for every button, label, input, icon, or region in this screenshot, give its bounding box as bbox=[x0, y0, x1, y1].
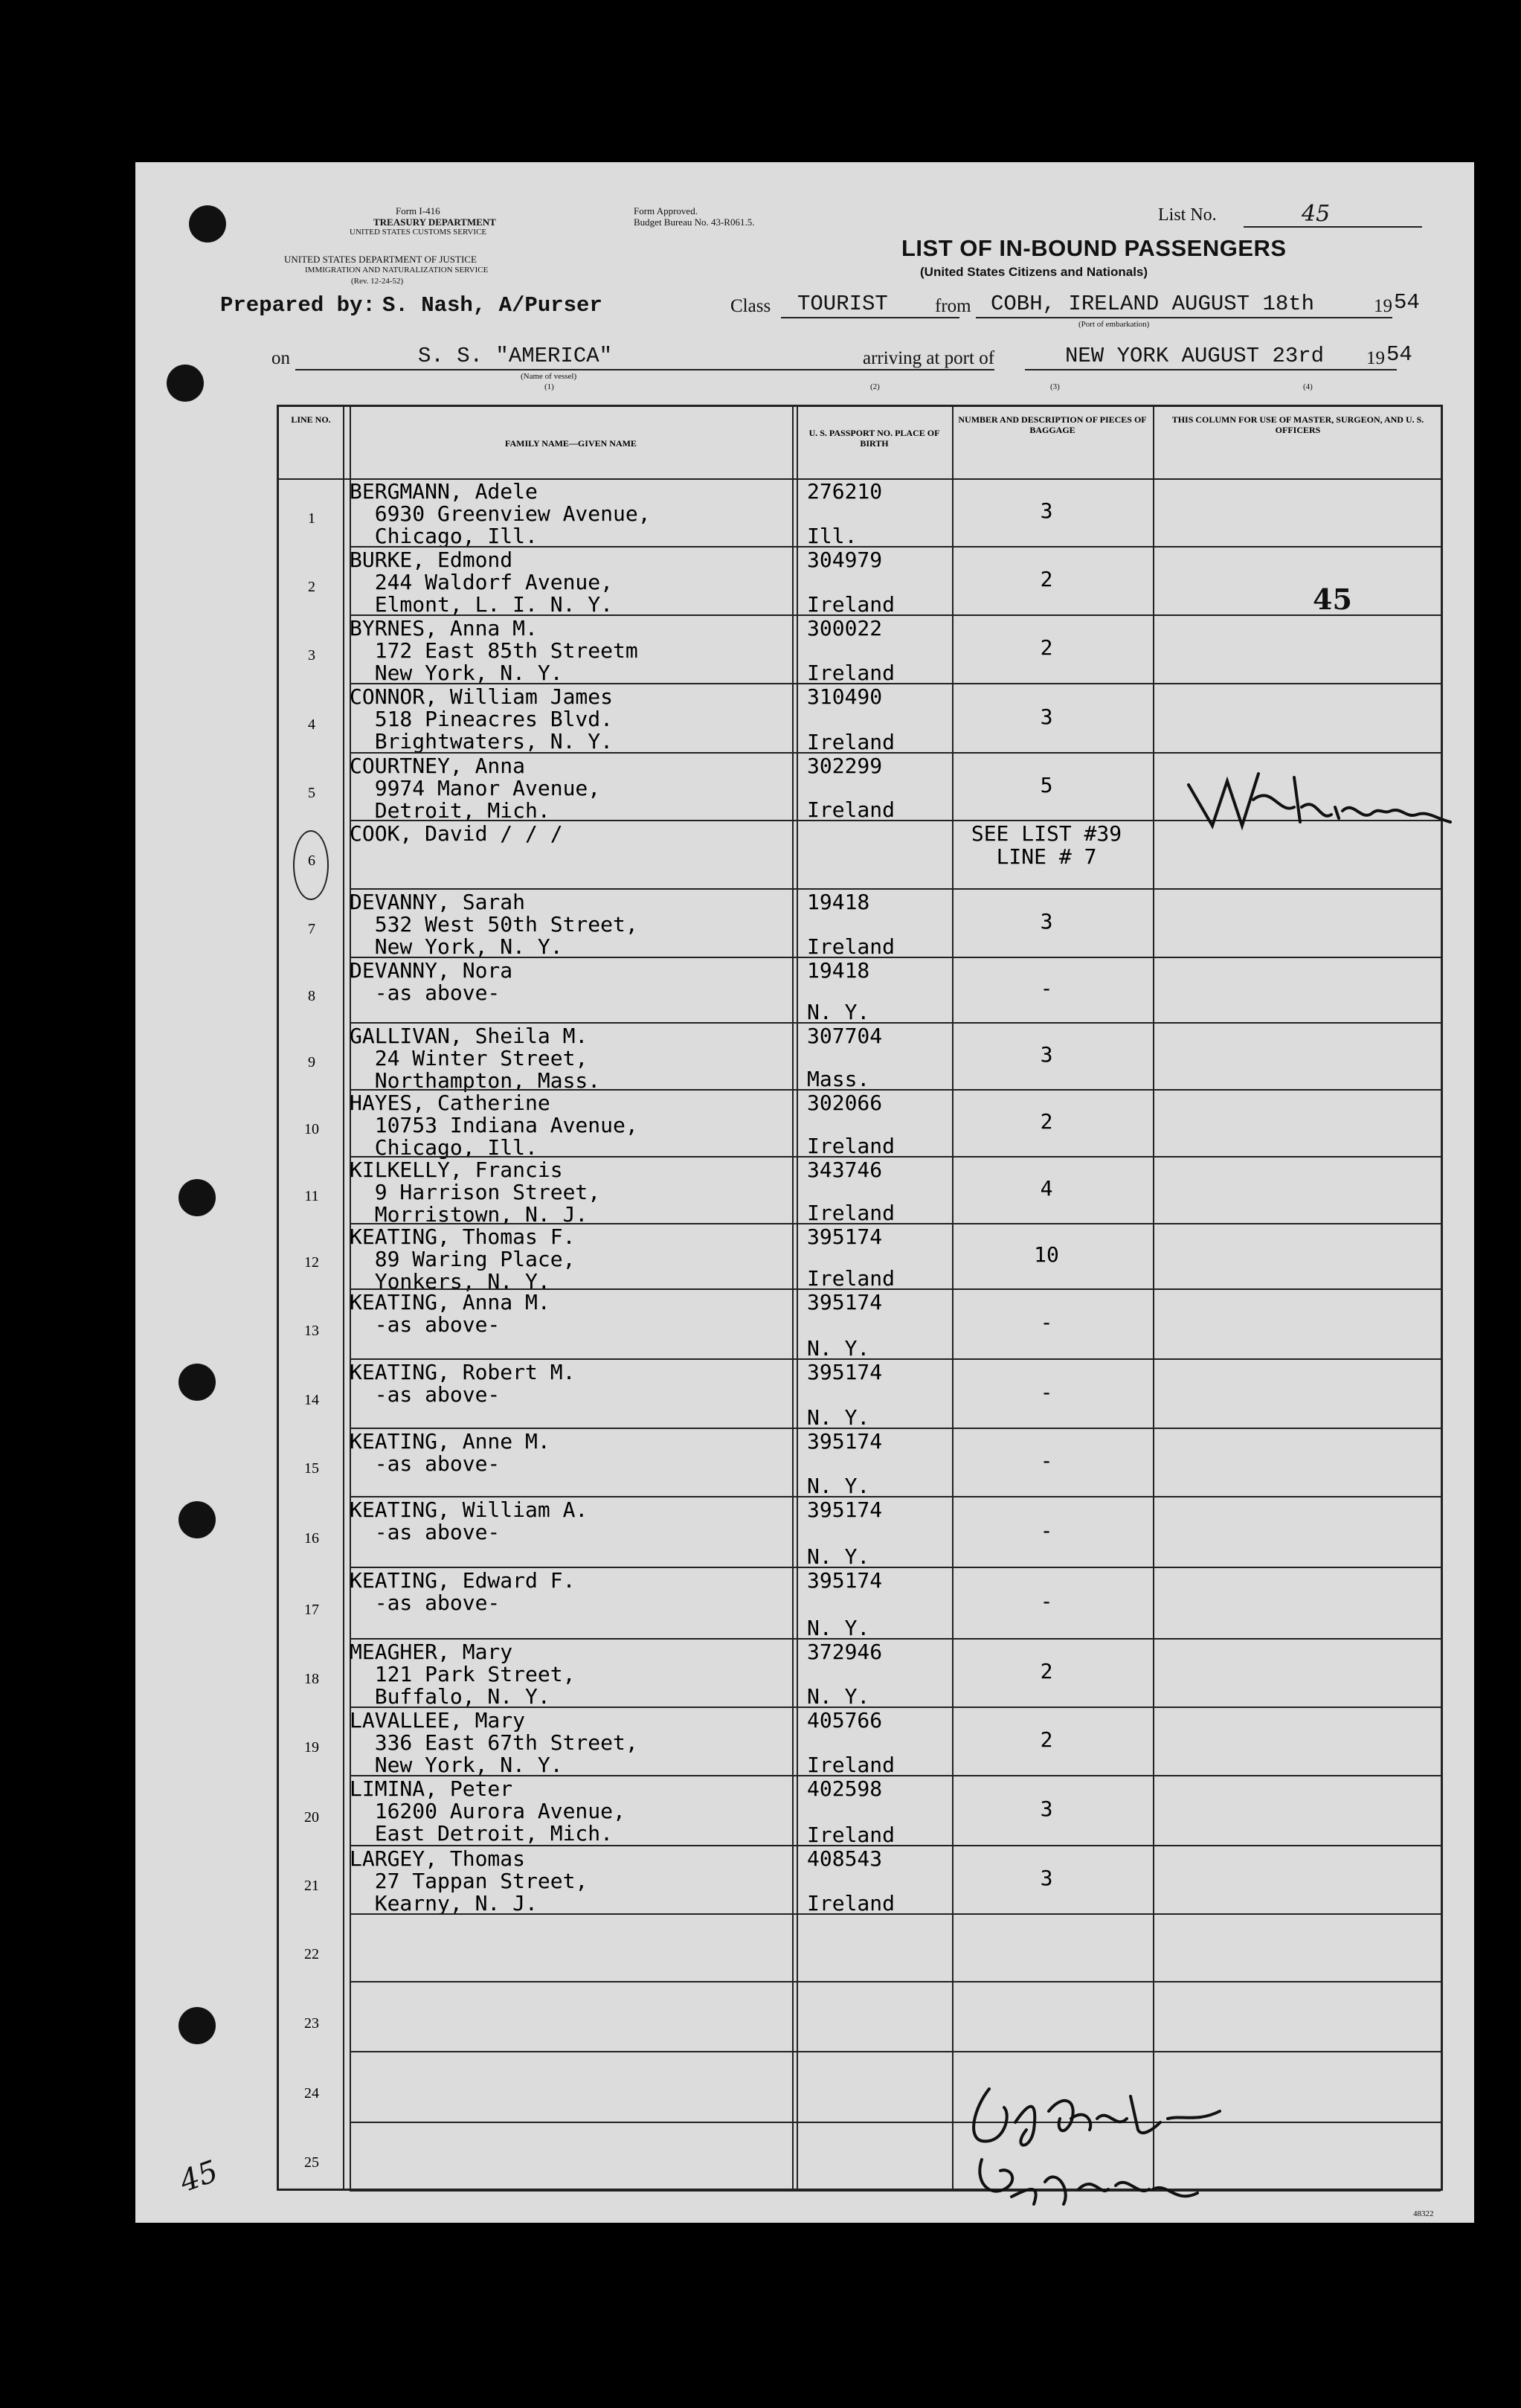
passenger-address-line: 121 Park Street, bbox=[350, 1662, 576, 1686]
line-number: 18 bbox=[304, 1671, 319, 1688]
baggage-count: 3 bbox=[1040, 704, 1053, 729]
passport-number: 19418 bbox=[807, 958, 870, 983]
passenger-address-line: 172 East 85th Streetm bbox=[350, 638, 638, 663]
officers-col-number: (4) bbox=[1303, 382, 1313, 391]
arriving-label: arriving at port of bbox=[863, 348, 995, 368]
line-number: 19 bbox=[304, 1739, 319, 1756]
passenger-address-line: 244 Waldorf Avenue, bbox=[350, 570, 614, 594]
passenger-name: KEATING, Robert M. bbox=[350, 1360, 576, 1384]
passport-number: 302066 bbox=[807, 1091, 883, 1115]
place-of-birth: Ireland bbox=[807, 592, 895, 617]
passenger-address-line: Chicago, Ill. bbox=[350, 524, 538, 548]
table-row bbox=[279, 2052, 1441, 2122]
baggage-count: 2 bbox=[1040, 1109, 1053, 1134]
passport-number: 300022 bbox=[807, 616, 883, 640]
table-row bbox=[279, 1023, 1441, 1093]
arrival-year: 54 bbox=[1386, 342, 1412, 367]
line-number: 1 bbox=[308, 510, 315, 527]
prepared-by-value: S. Nash, A/Purser bbox=[382, 293, 602, 318]
treasury-department: TREASURY DEPARTMENT bbox=[373, 216, 496, 228]
officers-header: THIS COLUMN FOR USE OF MASTER, SURGEON, AND U. S. OFFICERS bbox=[1171, 414, 1424, 435]
place-of-birth: Ireland bbox=[807, 1134, 895, 1158]
passenger-address-line: -as above- bbox=[350, 1520, 501, 1544]
passenger-name: BERGMANN, Adele bbox=[350, 479, 538, 504]
line-number: 16 bbox=[304, 1530, 319, 1547]
passenger-name: KEATING, Anne M. bbox=[350, 1429, 550, 1454]
from-line bbox=[976, 317, 1392, 318]
passenger-address-line: New York, N. Y. bbox=[350, 1753, 563, 1777]
table-row bbox=[279, 1567, 1441, 1639]
on-label: on bbox=[271, 348, 290, 368]
passenger-address-line: -as above- bbox=[350, 1382, 501, 1407]
passport-number: 395174 bbox=[807, 1224, 883, 1249]
vessel-col-number: (1) bbox=[544, 382, 554, 391]
table-row bbox=[279, 1914, 1441, 1982]
passenger-address-line: 6930 Greenview Avenue, bbox=[350, 501, 651, 526]
line-number: 9 bbox=[308, 1054, 315, 1071]
table-row bbox=[279, 2122, 1441, 2191]
table-row bbox=[279, 1090, 1441, 1160]
line-number: 8 bbox=[308, 987, 315, 1004]
class-value: TOURIST bbox=[797, 292, 888, 316]
punch-hole bbox=[179, 1501, 216, 1538]
baggage-count: - bbox=[1040, 1380, 1053, 1404]
passenger-name: COOK, David / / / bbox=[350, 821, 563, 846]
vessel-label: (Name of vessel) bbox=[521, 372, 577, 381]
walkinson-signature bbox=[1183, 755, 1458, 837]
table-row bbox=[279, 1982, 1441, 2052]
passenger-address-line: -as above- bbox=[350, 1590, 501, 1615]
passport-number: 307704 bbox=[807, 1024, 883, 1048]
passport-number: 395174 bbox=[807, 1497, 883, 1522]
line-number: 17 bbox=[304, 1601, 319, 1618]
passenger-address-line: Yonkers, N. Y. bbox=[350, 1269, 550, 1294]
place-of-birth: N. Y. bbox=[807, 1336, 870, 1361]
passenger-address-line: -as above- bbox=[350, 1312, 501, 1337]
place-of-birth: Ireland bbox=[807, 1201, 895, 1225]
baggage-count: SEE LIST #39 LINE # 7 bbox=[971, 821, 1122, 869]
class-line bbox=[781, 317, 959, 318]
from-value: COBH, IRELAND AUGUST 18th bbox=[991, 292, 1315, 316]
form-number: Form I-416 bbox=[396, 205, 440, 216]
passenger-address-line: East Detroit, Mich. bbox=[350, 1821, 614, 1846]
place-of-birth: N. Y. bbox=[807, 1684, 870, 1709]
place-of-birth: Ireland bbox=[807, 1753, 895, 1777]
place-of-birth: Ireland bbox=[807, 1266, 895, 1291]
place-of-birth: N. Y. bbox=[807, 1616, 870, 1640]
line-number: 5 bbox=[308, 784, 315, 801]
line-number: 22 bbox=[304, 1945, 319, 1962]
prepared-by-label: Prepared by: bbox=[220, 293, 376, 318]
place-of-birth: N. Y. bbox=[807, 1544, 870, 1569]
baggage-count: - bbox=[1040, 1589, 1053, 1614]
form-approved: Form Approved. bbox=[634, 205, 698, 216]
passport-number: 310490 bbox=[807, 684, 883, 709]
revision-date: (Rev. 12-24-52) bbox=[351, 277, 404, 286]
table-row bbox=[279, 1707, 1441, 1776]
place-of-birth: Ireland bbox=[807, 661, 895, 685]
passenger-address-line: -as above- bbox=[350, 980, 501, 1005]
passenger-table bbox=[277, 405, 1443, 2191]
baggage-header: NUMBER AND DESCRIPTION OF PIECES OF BAGGAGE bbox=[958, 414, 1147, 435]
line-number: 23 bbox=[304, 2014, 319, 2032]
passport-number: 304979 bbox=[807, 548, 883, 572]
passenger-name: DEVANNY, Nora bbox=[350, 958, 513, 983]
punch-hole bbox=[179, 1179, 216, 1216]
document-subtitle: (United States Citizens and Nationals) bbox=[920, 265, 1148, 279]
passenger-name: LARGEY, Thomas bbox=[350, 1846, 526, 1871]
passport-number: 395174 bbox=[807, 1360, 883, 1384]
baggage-count: 2 bbox=[1040, 635, 1053, 660]
passport-number: 343746 bbox=[807, 1158, 883, 1182]
arrival-year-prefix: 19 bbox=[1366, 348, 1385, 368]
table-row bbox=[279, 547, 1441, 615]
line-no-header: LINE NO. bbox=[291, 414, 331, 425]
punch-hole bbox=[167, 365, 204, 402]
passenger-name: KEATING, Edward F. bbox=[350, 1568, 576, 1593]
place-of-birth: Ireland bbox=[807, 797, 895, 822]
passenger-address-line: 89 Waring Place, bbox=[350, 1247, 576, 1271]
line-number: 6 bbox=[308, 853, 315, 870]
line-number: 25 bbox=[304, 2154, 319, 2171]
line-number: 14 bbox=[304, 1392, 319, 1409]
passenger-name: HAYES, Catherine bbox=[350, 1091, 550, 1115]
passport-number: 276210 bbox=[807, 479, 883, 504]
passenger-address-line: 16200 Aurora Avenue, bbox=[350, 1799, 626, 1823]
list-no-label: List No. bbox=[1158, 205, 1217, 225]
passenger-name: KEATING, William A. bbox=[350, 1497, 588, 1522]
table-row bbox=[279, 1639, 1441, 1707]
passport-number: 302299 bbox=[807, 754, 883, 778]
line-number: 4 bbox=[308, 716, 315, 733]
justice-department: UNITED STATES DEPARTMENT OF JUSTICE bbox=[284, 254, 477, 265]
arrival-line bbox=[1025, 369, 1397, 370]
passenger-address-line: Northampton, Mass. bbox=[350, 1068, 601, 1093]
passenger-name: KEATING, Thomas F. bbox=[350, 1224, 576, 1249]
passenger-address-line: 532 West 50th Street, bbox=[350, 912, 638, 937]
vessel-name: S. S. "AMERICA" bbox=[418, 344, 613, 368]
baggage-count: 2 bbox=[1040, 1727, 1053, 1752]
table-row bbox=[279, 615, 1441, 684]
line-number: 20 bbox=[304, 1808, 319, 1826]
table-row bbox=[279, 478, 1441, 547]
passenger-name: CONNOR, William James bbox=[350, 684, 614, 709]
table-row bbox=[279, 1157, 1441, 1227]
passenger-address-line: Buffalo, N. Y. bbox=[350, 1684, 550, 1709]
from-year-prefix: 19 bbox=[1374, 296, 1392, 316]
passenger-name: KEATING, Anna M. bbox=[350, 1290, 550, 1314]
place-of-birth: Ireland bbox=[807, 1891, 895, 1916]
line-number: 3 bbox=[308, 647, 315, 664]
passenger-address-line: -as above- bbox=[350, 1451, 501, 1476]
table-row bbox=[279, 1359, 1441, 1428]
baggage-count: 10 bbox=[1034, 1242, 1059, 1267]
passenger-address-line: 24 Winter Street, bbox=[350, 1046, 588, 1070]
baggage-count: - bbox=[1040, 976, 1053, 1001]
passenger-address-line: 27 Tappan Street, bbox=[350, 1869, 588, 1893]
passport-number: 372946 bbox=[807, 1640, 883, 1664]
passenger-address-line: Brightwaters, N. Y. bbox=[350, 729, 614, 754]
place-of-birth: Ireland bbox=[807, 730, 895, 754]
baggage-count: 5 bbox=[1040, 773, 1053, 797]
baggage-count: - bbox=[1040, 1448, 1053, 1473]
line-number: 24 bbox=[304, 2085, 319, 2102]
passenger-address-line: Kearny, N. J. bbox=[350, 1891, 538, 1916]
line-number: 11 bbox=[304, 1188, 319, 1205]
line-number: 7 bbox=[308, 921, 315, 938]
margin-note: 45 bbox=[175, 2154, 223, 2200]
passenger-name: BURKE, Edmond bbox=[350, 548, 513, 572]
officer-count: 45 bbox=[1313, 582, 1352, 616]
document-page bbox=[135, 162, 1474, 2223]
baggage-count: 3 bbox=[1040, 909, 1053, 934]
passenger-name: GALLIVAN, Sheila M. bbox=[350, 1024, 588, 1048]
list-no-line bbox=[1244, 226, 1422, 228]
passenger-name: LAVALLEE, Mary bbox=[350, 1708, 526, 1733]
place-of-birth: Ireland bbox=[807, 1823, 895, 1847]
passenger-name: LIMINA, Peter bbox=[350, 1776, 513, 1801]
baggage-count: 4 bbox=[1040, 1176, 1053, 1201]
line-number: 12 bbox=[304, 1253, 319, 1271]
line-number: 10 bbox=[304, 1121, 319, 1138]
passenger-address-line: New York, N. Y. bbox=[350, 934, 563, 959]
punch-hole bbox=[179, 2007, 216, 2044]
passenger-address-line: Detroit, Mich. bbox=[350, 798, 550, 823]
passport-number: 395174 bbox=[807, 1429, 883, 1454]
table-row bbox=[279, 957, 1441, 1023]
table-row bbox=[279, 1497, 1441, 1567]
place-of-birth: Ireland bbox=[807, 934, 895, 959]
passenger-name: KILKELLY, Francis bbox=[350, 1158, 563, 1182]
passport-number: 395174 bbox=[807, 1290, 883, 1314]
baggage-col-number: (3) bbox=[1050, 382, 1060, 391]
passport-number: 395174 bbox=[807, 1568, 883, 1593]
passenger-address-line: Elmont, L. I. N. Y. bbox=[350, 592, 614, 617]
list-no-value: 45 bbox=[1302, 201, 1331, 227]
port-embarkation-label: (Port of embarkation) bbox=[1078, 320, 1150, 329]
table-row bbox=[279, 1224, 1441, 1294]
baggage-count: 2 bbox=[1040, 567, 1053, 591]
baggage-count: - bbox=[1040, 1518, 1053, 1543]
from-year: 54 bbox=[1394, 290, 1420, 315]
line-number: 13 bbox=[304, 1322, 319, 1339]
baggage-count: 3 bbox=[1040, 1042, 1053, 1067]
baggage-count: 3 bbox=[1040, 1797, 1053, 1821]
passport-number: 405766 bbox=[807, 1708, 883, 1733]
place-of-birth: Mass. bbox=[807, 1067, 870, 1091]
arrival-port: NEW YORK AUGUST 23rd bbox=[1065, 344, 1325, 368]
passenger-address-line: New York, N. Y. bbox=[350, 661, 563, 685]
table-row bbox=[279, 1428, 1441, 1497]
vessel-line bbox=[295, 369, 994, 370]
baggage-count: 3 bbox=[1040, 498, 1053, 523]
inspector-signature bbox=[959, 2078, 1242, 2241]
passenger-address-line: 9 Harrison Street, bbox=[350, 1180, 601, 1204]
passenger-name: MEAGHER, Mary bbox=[350, 1640, 513, 1664]
punch-hole bbox=[179, 1364, 216, 1401]
place-of-birth: N. Y. bbox=[807, 1474, 870, 1498]
table-row bbox=[279, 1289, 1441, 1359]
table-row bbox=[279, 889, 1441, 957]
line-number: 21 bbox=[304, 1878, 319, 1895]
class-label: Class bbox=[730, 296, 771, 316]
passenger-address-line: 518 Pineacres Blvd. bbox=[350, 707, 614, 731]
passport-number: 402598 bbox=[807, 1776, 883, 1801]
line-6-circle bbox=[293, 830, 329, 900]
table-row bbox=[279, 1776, 1441, 1846]
document-title: LIST OF IN-BOUND PASSENGERS bbox=[901, 235, 1287, 261]
passenger-address-line: Chicago, Ill. bbox=[350, 1135, 538, 1160]
baggage-count: - bbox=[1040, 1310, 1053, 1335]
budget-bureau: Budget Bureau No. 43-R061.5. bbox=[634, 216, 755, 228]
passenger-name: DEVANNY, Sarah bbox=[350, 890, 526, 914]
passport-header: U. S. PASSPORT NO. PLACE OF BIRTH bbox=[808, 428, 940, 449]
punch-hole bbox=[189, 205, 226, 243]
line-number: 15 bbox=[304, 1460, 319, 1477]
passenger-address-line: 9974 Manor Avenue, bbox=[350, 776, 601, 800]
baggage-count: 3 bbox=[1040, 1866, 1053, 1890]
passenger-name: COURTNEY, Anna bbox=[350, 754, 526, 778]
passenger-address-line: 10753 Indiana Avenue, bbox=[350, 1113, 638, 1137]
name-header: FAMILY NAME—GIVEN NAME bbox=[505, 438, 637, 449]
place-of-birth: N. Y. bbox=[807, 1405, 870, 1430]
passenger-name: BYRNES, Anna M. bbox=[350, 616, 538, 640]
from-label: from bbox=[935, 296, 971, 316]
passport-col-number: (2) bbox=[870, 382, 880, 391]
customs-service: UNITED STATES CUSTOMS SERVICE bbox=[350, 228, 487, 237]
passenger-address-line: 336 East 67th Street, bbox=[350, 1730, 638, 1755]
footer-code: 48322 bbox=[1413, 2209, 1434, 2218]
row-divider bbox=[350, 2190, 1441, 2192]
passport-number: 19418 bbox=[807, 890, 870, 914]
place-of-birth: N. Y. bbox=[807, 1000, 870, 1024]
passenger-address-line: Morristown, N. J. bbox=[350, 1202, 588, 1227]
immigration-service: IMMIGRATION AND NATURALIZATION SERVICE bbox=[305, 266, 489, 274]
passport-number: 408543 bbox=[807, 1846, 883, 1871]
table-row bbox=[279, 684, 1441, 753]
place-of-birth: Ill. bbox=[807, 524, 858, 548]
table-row bbox=[279, 1846, 1441, 1914]
baggage-count: 2 bbox=[1040, 1659, 1053, 1683]
line-number: 2 bbox=[308, 579, 315, 596]
